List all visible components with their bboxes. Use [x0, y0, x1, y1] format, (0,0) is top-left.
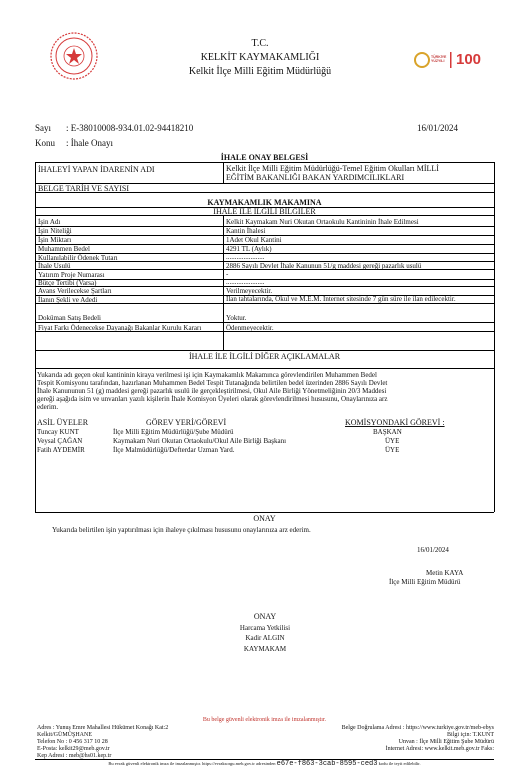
onay1-text: Yukarıda belirtilen işin yaptırılması için ihaleye çıkılması hususunu onaylarınıza arz ederim.: [52, 526, 311, 534]
kaymakamlik-heading: KAYMAKAMLIK MAKAMINA: [207, 198, 322, 207]
header-directorate: Kelkit İlçe Milli Eğitim Müdürlüğü: [188, 66, 332, 77]
members-header-duty: KOMİSYONDAKİ GÖREVİ :: [345, 418, 445, 427]
row-value: -: [226, 270, 229, 278]
row-label: Bütçe Tertibi (Varsa): [38, 279, 97, 287]
onay1-signer-title: İlçe Milli Eğitim Müdürü: [389, 578, 461, 586]
header-office: KELKİT KAYMAKAMLIĞI: [200, 52, 320, 63]
onay1-signer: Metin KAYA: [426, 569, 464, 577]
onay2-line2: Kadir ALGIN: [245, 634, 285, 642]
row-label: Muhammen Bedel: [38, 245, 90, 253]
footer-web: İnternet Adresi: www.kelkit.meb.gov.tr Faks:: [385, 746, 494, 752]
member-name: Tuncay KUNT: [37, 428, 79, 436]
footer-left: [37, 725, 267, 760]
paragraph-line: İhale Kanununun 51 (g) maddesi gereği pazarlık usulü ile gerçekleştirilmesi, Okul Aile Birliği Yönetmeliğinin 20/3 Maddesi: [37, 387, 387, 395]
paragraph-line: Yukarıda adı geçen okul kantininin kiraya verilmesi işi için Kaymakamlık Makamınca görevlendirilen Muhammen Bedel: [37, 371, 377, 379]
idare-adi-label: İHALEYİ YAPAN İDARENİN ADI: [38, 165, 155, 174]
member-name: Veysal ÇAĞAN: [37, 437, 83, 445]
row-value: Ödenmeyecektir.: [226, 324, 274, 332]
onay1-date: 16/01/2024: [417, 546, 449, 554]
row-value: 4291 TL (Aylık): [226, 245, 272, 253]
row-value: ......................: [226, 253, 265, 261]
row-label: Fiyat Farkı Ödenecekse Dayanağı Bakanlar Kurulu Kararı: [38, 324, 202, 332]
footer-title: Unvan : İlçe Milli Eğitim Şube Müdürü: [398, 739, 494, 745]
row-label: Kullanılabilir Ödenek Tutarı: [38, 254, 118, 262]
footer-address: Adres : Yunuş Emre Mahallesi Hükümet Konağı Kat:2: [37, 725, 169, 731]
row-label: İhale Usulü: [38, 262, 71, 270]
row-label: İşin Adı: [38, 218, 61, 226]
konu-value: : İhale Onayı: [66, 138, 113, 148]
onay2-line1: Harcama Yetkilisi: [239, 624, 291, 632]
verify-prefix: Bu evrak güvenli elektronik imza ile imzalanmıştır. https://evraksorgu.meb.gov.tr adresinden: [108, 761, 276, 766]
verify-code: e67e-f863-3cab-8595-ced3: [276, 760, 378, 768]
member-role: İlçe Malmüdürlüğü/Defterdar Uzman Yard.: [113, 446, 235, 454]
row-label: İşin Miktarı: [38, 236, 72, 244]
section-title: İHALE İLE İLGİLİ BİLGİLER: [213, 207, 316, 216]
row-label: Avans Verilecekse Şartları: [38, 287, 112, 295]
row-value: 2886 Sayılı Devlet İhale Kanunun 51/g maddesi gereği pazarlık usulü: [226, 262, 422, 270]
verification-line: [35, 761, 494, 767]
paragraph-line: Tespit Komisyonu tarafından, hazırlanan Muhammen Bedel Tespit Tutanağında belirtilen bedel üzerinden 2886 Sayılı Devlet: [37, 379, 388, 387]
row-value: 1Adet Okul Kantini: [226, 236, 282, 244]
members-header-name: ASİL ÜYELER: [37, 418, 89, 427]
verify-suffix: kodu ile teyit edilebilir.: [378, 761, 421, 766]
footer-kep: Kep Adresi : meb@hs01.kep.tr: [37, 753, 112, 759]
row-label: İlanın Şekli ve Adedi: [38, 296, 98, 304]
sayi-value: : E-38010008-934.01.02-94418210: [66, 123, 194, 133]
onay2-line3: KAYMAKAM: [243, 645, 287, 653]
footer-phone: Telefon No : 0 456 317 10 28: [37, 739, 108, 745]
esign-notice: Bu belge güvenli elektronik imza ile imzalanmıştır.: [202, 717, 327, 723]
footer-city: Kelkit/GÜMÜŞHANE: [37, 732, 92, 738]
sayi-label: Sayı: [35, 123, 52, 133]
idare-adi-value-line2: EĞİTİM BAKANLIĞI BAKAN YARDIMCILIKLARI: [226, 173, 405, 182]
footer-verify-address: Belge Doğrulama Adresi : https://www.turkiye.gov.tr/meb-ebys: [341, 725, 494, 731]
row-value: Verilmeyecektir.: [226, 287, 273, 295]
footer-email: E-Posta: kelkit29@meb.gov.tr: [37, 746, 110, 752]
konu-label: Konu: [35, 138, 55, 148]
member-role: Kaymakam Nuri Okutan Ortaokulu/Okul Aile Birliği Başkanı: [113, 437, 287, 445]
logo-right-number: 100: [456, 51, 482, 68]
other-explanations-title: İHALE İLE İLGİLİ DİĞER AÇIKLAMALAR: [188, 352, 341, 361]
header-tc: T.C.: [251, 38, 269, 49]
row-value: ......................: [226, 278, 265, 286]
document-title: İHALE ONAY BELGESİ: [220, 153, 309, 162]
onay2-title: ONAY: [253, 612, 277, 621]
row-value: İlan tahtalarında, Okul ve M.E.M. İnternet sitesinde 7 gün süre ile ilan edilecektir.: [226, 295, 456, 303]
member-duty: ÜYE: [385, 446, 400, 454]
idare-adi-value: [226, 164, 492, 182]
member-role: İlçe Milli Eğitim Müdürlüğü/Şube Müdürü: [113, 428, 234, 436]
footer-info: Bilgi için: T.KUNT: [447, 732, 494, 738]
row-label: Doküman Satış Bedeli: [38, 314, 101, 322]
ministry-seal-logo: [50, 32, 98, 80]
members-header-role: GÖREV YERİ/GÖREVİ: [146, 418, 227, 427]
paragraph-line: ederim.: [37, 403, 59, 411]
document-date: 16/01/2024: [417, 123, 459, 133]
onay1-title: ONAY: [253, 514, 276, 523]
explanation-paragraph: [37, 371, 493, 411]
idare-adi-value-line1: Kelkit İlçe Milli Eğitim Müdürlüğü-Temel Eğitim Okulları MİLLİ: [226, 164, 439, 173]
turkiye-yuzyili-logo: [414, 50, 494, 70]
row-value: Kantin İhalesi: [226, 227, 266, 235]
member-duty: ÜYE: [385, 437, 400, 445]
belge-tarih-label: BELGE TARİH VE SAYISI: [38, 184, 129, 193]
paragraph-line: gereği aşağıda isim ve unvanları yazılı kişilerin İhale Komisyon Üyeleri olarak görevlendirilmesi hususunu, Onaylarınıza arz: [37, 395, 388, 403]
row-label: İşin Niteliği: [38, 227, 72, 235]
member-duty: BAŞKAN: [373, 428, 402, 436]
member-name: Fatih AYDEMİR: [37, 446, 85, 454]
logo-right-text: TÜRKİYE YÜZYILI: [431, 55, 447, 63]
row-value: Kelkit Kaymakam Nuri Okutan Ortaokulu Kantininin İhale Edilmesi: [226, 218, 419, 226]
row-value: Yoktur.: [226, 314, 247, 322]
footer-right: [263, 725, 494, 753]
row-label: Yatırım Proje Numarası: [38, 271, 105, 279]
